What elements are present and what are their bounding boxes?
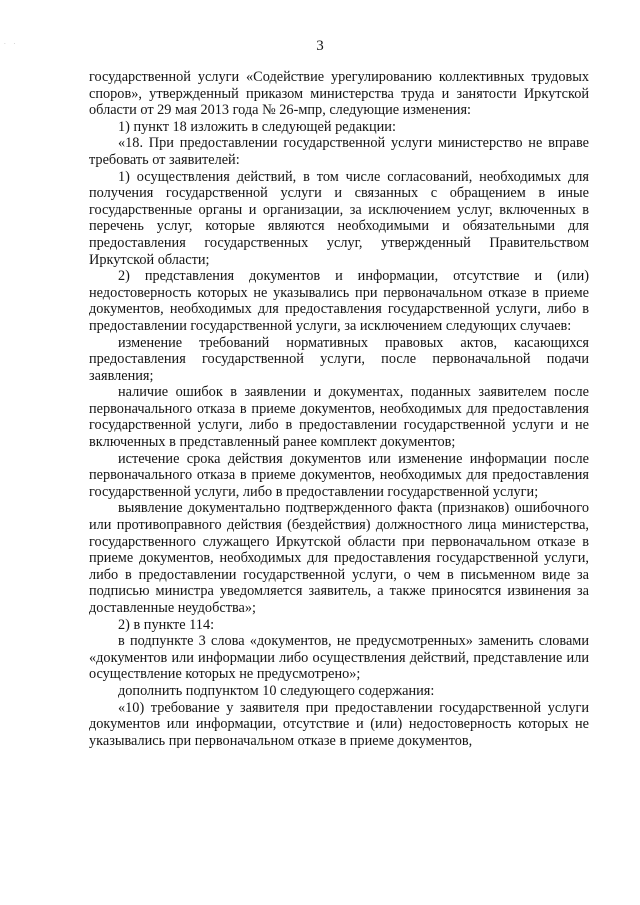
body-paragraph: наличие ошибок в заявлении и документах, поданных заявителем после первоначального отказа в приеме документов, необходимых для предоставления государственной услуги, либо в предоставлении государственной услуги и не включенных в представленный ранее комплект документов; xyxy=(89,384,589,451)
body-paragraph: в подпункте 3 слова «документов, не предусмотренных» заменить словами «документов или информации либо осуществления действий, представление или осуществление которых не предусмотрено»; xyxy=(89,633,589,683)
scan-artifact: . . xyxy=(4,38,19,46)
body-paragraph: выявление документально подтвержденного факта (признаков) ошибочного или противоправного действия (бездействия) должностного лица министерства, государственного служащего Иркутской области при первоначальном отказе в приеме документов, необходимых для предоставления государственной услуги, либо в предоставлении государственной услуги, о чем в письменном виде за подписью министра уведомляется заявитель, а также приносятся извинения за доставленные неудобства»; xyxy=(89,500,589,616)
body-paragraph: 1) пункт 18 изложить в следующей редакции: xyxy=(118,118,396,135)
document-body xyxy=(89,69,589,749)
body-paragraph: 2) представления документов и информации, отсутствие и (или) недостоверность которых не указывались при первоначальном отказе в приеме документов, необходимых для предоставления государственной услуги, либо в предоставлении государственной услуги, за исключением следующих случаев: xyxy=(89,268,589,334)
body-paragraph: изменение требований нормативных правовых актов, касающихся предоставления государственной услуги, после первоначальной подачи заявления; xyxy=(89,334,589,384)
body-paragraph: 2) в пункте 114: xyxy=(118,616,215,633)
body-paragraph: «10) требование у заявителя при предоставлении государственной услуги документов или информации, отсутствие и (или) недостоверность которых не указывались при первоначальном отказе в приеме документов, xyxy=(89,699,589,749)
body-paragraph: истечение срока действия документов или изменение информации после первоначального отказа в приеме документов, необходимых для предоставления государственной услуги, либо в предоставлении государственной услуги; xyxy=(89,450,589,500)
page-number: 3 xyxy=(316,38,324,54)
body-paragraph: 1) осуществления действий, в том числе согласований, необходимых для получения государственной услуги и связанных с обращением в иные государственные органы и организации, за исключением услуг, включенных в перечень услуг, которые являются необходимыми и обязательными для предоставления государственных услуг, утвержденный Правительством Иркутской области; xyxy=(89,168,589,268)
body-paragraph: дополнить подпунктом 10 следующего содержания: xyxy=(118,682,435,699)
body-paragraph: «18. При предоставлении государственной услуги министерство не вправе требовать от заявителей: xyxy=(89,135,589,168)
body-paragraph: государственной услуги «Содействие урегулированию коллективных трудовых споров», утвержденный приказом министерства труда и занятости Иркутской области от 29 мая 2013 года № 26-мпр, следующие изменения: xyxy=(89,69,589,119)
